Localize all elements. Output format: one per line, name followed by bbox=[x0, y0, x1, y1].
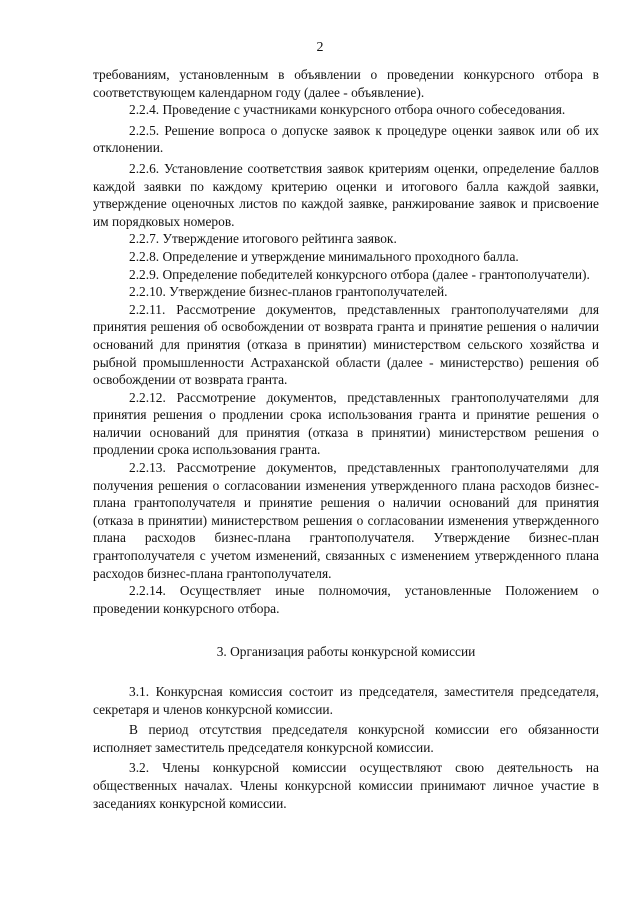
document-body bbox=[93, 66, 599, 812]
paragraph-2-2-9: 2.2.9. Определение победителей конкурсного отбора (далее - грантополучатели). bbox=[129, 266, 590, 282]
paragraph-2-2-10: 2.2.10. Утверждение бизнес-планов грантополучателей. bbox=[129, 284, 448, 300]
page-number: 2 bbox=[316, 40, 324, 55]
paragraph-2-2-6: 2.2.6. Установление соответствия заявок критериям оценки, определение баллов каждой заявки по каждому критерию оценки и итогового балла каждой заявки, утверждение оценочных листов по каждой заявке, ранжирование заявок и присвоение им порядковых номеров. bbox=[93, 160, 599, 229]
paragraph-2-2-14: 2.2.14. Осуществляет иные полномочия, установленные Положением о проведении конкурсного отбора. bbox=[93, 583, 599, 616]
paragraph-3-1: 3.1. Конкурсная комиссия состоит из председателя, заместителя председателя, секретаря и членов конкурсной комиссии. bbox=[93, 684, 599, 717]
paragraph-2-2-5: 2.2.5. Решение вопроса о допуске заявок к процедуре оценки заявок или об их отклонении. bbox=[93, 122, 599, 156]
paragraph-3-1-substitute: В период отсутствия председателя конкурсной комиссии его обязанности исполняет заместитель председателя конкурсной комиссии. bbox=[93, 722, 599, 755]
paragraph-2-2-7: 2.2.7. Утверждение итогового рейтинга заявок. bbox=[129, 231, 397, 247]
paragraph-2-2-13: 2.2.13. Рассмотрение документов, представленных грантополучателями для получения решения о согласовании изменения утвержденного плана расходов бизнес-плана грантополучателя и принятие решения о наличии оснований для принятия (отказа в принятии) министерством решения о согласовании изменения утвержденного плана расходов бизнес-плана грантополучателя. Утверждение бизнес-план грантополучателя с учетом изменений, связанных с изменением утвержденного плана расходов бизнес-плана грантополучателя. bbox=[93, 460, 599, 581]
section-heading-3: 3. Организация работы конкурсной комиссии bbox=[216, 644, 476, 660]
paragraph-2-2-11: 2.2.11. Рассмотрение документов, представленных грантополучателями для принятия решения об освобождении от возврата гранта и принятие решения о наличии оснований для принятия (отказа в принятии) министерством сельского хозяйства и рыбной промышленности Астраханской области (далее - министерство) решения об освобождении от возврата гранта. bbox=[93, 301, 599, 388]
paragraph-2-2-8: 2.2.8. Определение и утверждение минимального проходного балла. bbox=[129, 248, 519, 264]
paragraph-continuation: требованиям, установленным в объявлении о проведении конкурсного отбора в соответствующем календарном году (далее - объявление). bbox=[93, 67, 599, 100]
paragraph-2-2-12: 2.2.12. Рассмотрение документов, представленных грантополучателями для принятия решения о продлении срока использования гранта и принятие решения о наличии оснований для принятия (отказа в принятии) министерством решения о продлении срока использования гранта. bbox=[93, 389, 599, 458]
paragraph-3-2: 3.2. Члены конкурсной комиссии осуществляют свою деятельность на общественных началах. Члены конкурсной комиссии принимают личное участие в заседаниях конкурсной комиссии. bbox=[93, 760, 599, 811]
paragraph-2-2-4: 2.2.4. Проведение с участниками конкурсного отбора очного собеседования. bbox=[129, 102, 566, 118]
